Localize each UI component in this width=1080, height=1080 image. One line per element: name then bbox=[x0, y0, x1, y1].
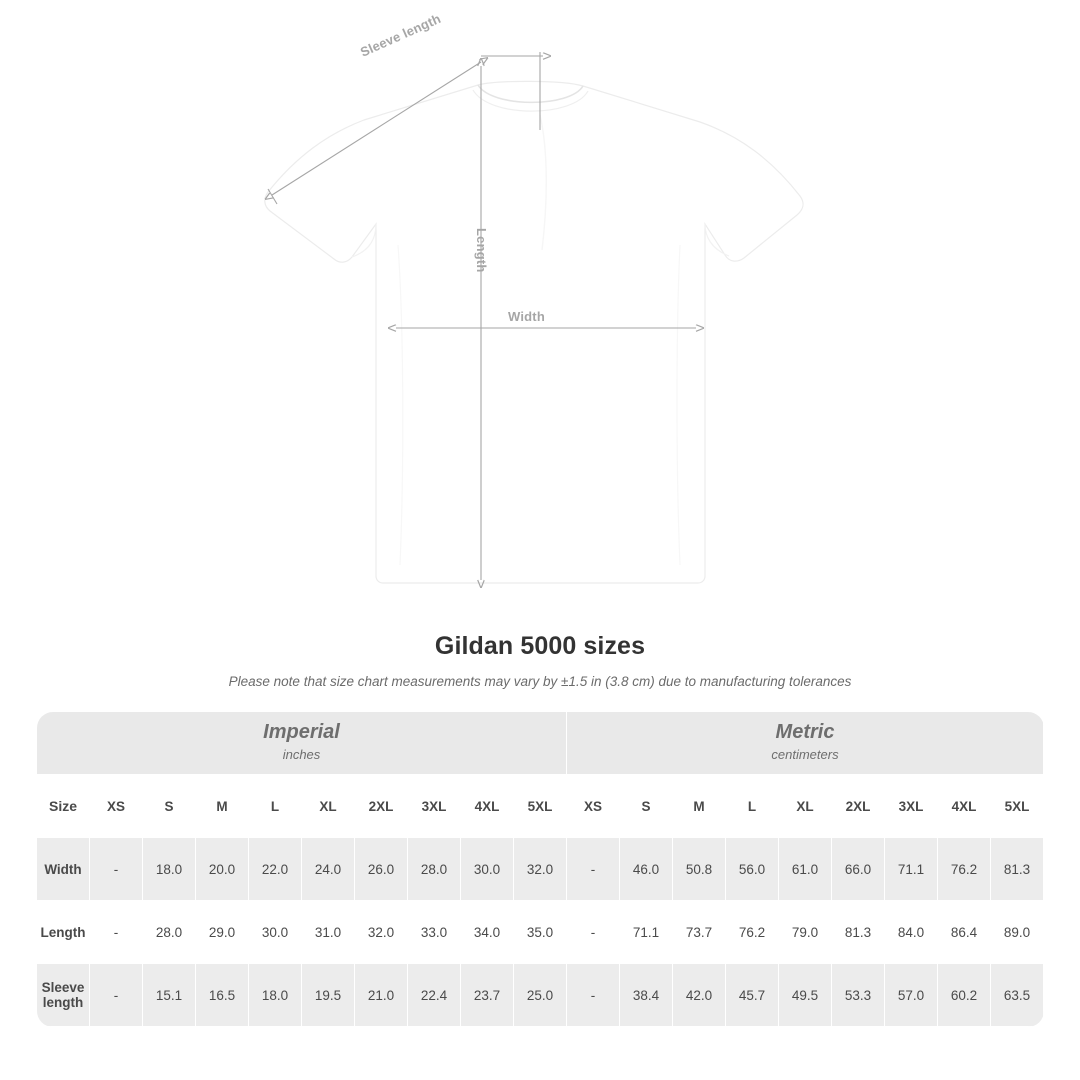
unit-metric-cell bbox=[567, 712, 1044, 775]
row-label-width: Width bbox=[37, 838, 90, 901]
table-row bbox=[37, 838, 1044, 901]
cell-sleeve-met-2: 42.0 bbox=[673, 964, 726, 1027]
cell-length-met-3: 76.2 bbox=[726, 901, 779, 964]
sleeve-length-label: Sleeve length bbox=[358, 10, 444, 60]
tshirt-shape bbox=[265, 81, 803, 583]
column-header-row bbox=[37, 775, 1044, 838]
cell-sleeve-imp-1: 15.1 bbox=[143, 964, 196, 1027]
cell-length-met-6: 84.0 bbox=[885, 901, 938, 964]
cell-length-met-1: 71.1 bbox=[620, 901, 673, 964]
header-col-4: XL bbox=[302, 775, 355, 838]
cell-width-imp-1: 18.0 bbox=[143, 838, 196, 901]
cell-length-imp-3: 30.0 bbox=[249, 901, 302, 964]
cell-sleeve-imp-7: 23.7 bbox=[461, 964, 514, 1027]
page-title: Gildan 5000 sizes bbox=[434, 632, 646, 660]
cell-width-imp-5: 26.0 bbox=[355, 838, 408, 901]
cell-width-met-7: 76.2 bbox=[938, 838, 991, 901]
cell-width-met-4: 61.0 bbox=[779, 838, 832, 901]
cell-width-imp-2: 20.0 bbox=[196, 838, 249, 901]
width-label: Width bbox=[508, 309, 545, 324]
unit-imperial-cell bbox=[37, 712, 567, 775]
cell-width-met-8: 81.3 bbox=[991, 838, 1044, 901]
cell-sleeve-met-1: 38.4 bbox=[620, 964, 673, 1027]
cell-length-imp-0: - bbox=[90, 901, 143, 964]
cell-width-imp-3: 22.0 bbox=[249, 838, 302, 901]
cell-sleeve-imp-2: 16.5 bbox=[196, 964, 249, 1027]
header-col-3: L bbox=[249, 775, 302, 838]
cell-length-met-8: 89.0 bbox=[991, 901, 1044, 964]
cell-sleeve-met-6: 57.0 bbox=[885, 964, 938, 1027]
header-col-11: M bbox=[673, 775, 726, 838]
size-table bbox=[36, 711, 1044, 1027]
cell-length-imp-6: 33.0 bbox=[408, 901, 461, 964]
header-col-2: M bbox=[196, 775, 249, 838]
header-col-6: 3XL bbox=[408, 775, 461, 838]
cell-width-imp-4: 24.0 bbox=[302, 838, 355, 901]
cell-sleeve-met-4: 49.5 bbox=[779, 964, 832, 1027]
unit-metric-name: Metric bbox=[775, 721, 835, 744]
cell-length-met-2: 73.7 bbox=[673, 901, 726, 964]
header-col-13: XL bbox=[779, 775, 832, 838]
cell-sleeve-met-7: 60.2 bbox=[938, 964, 991, 1027]
header-col-15: 3XL bbox=[885, 775, 938, 838]
cell-sleeve-met-3: 45.7 bbox=[726, 964, 779, 1027]
cell-sleeve-met-8: 63.5 bbox=[991, 964, 1044, 1027]
cell-length-imp-1: 28.0 bbox=[143, 901, 196, 964]
cell-width-imp-0: - bbox=[90, 838, 143, 901]
table-row bbox=[37, 901, 1044, 964]
cell-width-met-0: - bbox=[567, 838, 620, 901]
cell-sleeve-imp-0: - bbox=[90, 964, 143, 1027]
cell-length-imp-8: 35.0 bbox=[514, 901, 567, 964]
size-table-body bbox=[37, 712, 1044, 1027]
header-col-16: 4XL bbox=[938, 775, 991, 838]
cell-length-met-0: - bbox=[567, 901, 620, 964]
cell-sleeve-imp-6: 22.4 bbox=[408, 964, 461, 1027]
cell-sleeve-imp-5: 21.0 bbox=[355, 964, 408, 1027]
size-table-wrapper bbox=[36, 711, 1044, 1027]
unit-imperial-name: Imperial bbox=[263, 721, 340, 744]
cell-length-imp-4: 31.0 bbox=[302, 901, 355, 964]
cell-width-imp-7: 30.0 bbox=[461, 838, 514, 901]
header-col-9: XS bbox=[567, 775, 620, 838]
unit-header-row bbox=[37, 712, 1044, 775]
header-col-10: S bbox=[620, 775, 673, 838]
length-label: Length bbox=[474, 228, 489, 273]
header-size: Size bbox=[37, 775, 90, 838]
header-col-7: 4XL bbox=[461, 775, 514, 838]
row-label-length: Length bbox=[37, 901, 90, 964]
cell-width-met-6: 71.1 bbox=[885, 838, 938, 901]
cell-length-imp-2: 29.0 bbox=[196, 901, 249, 964]
header-col-8: 5XL bbox=[514, 775, 567, 838]
cell-sleeve-imp-3: 18.0 bbox=[249, 964, 302, 1027]
unit-imperial-sub: inches bbox=[282, 747, 321, 763]
cell-width-met-3: 56.0 bbox=[726, 838, 779, 901]
cell-sleeve-met-5: 53.3 bbox=[832, 964, 885, 1027]
cell-width-met-2: 50.8 bbox=[673, 838, 726, 901]
cell-width-met-5: 66.0 bbox=[832, 838, 885, 901]
cell-sleeve-imp-4: 19.5 bbox=[302, 964, 355, 1027]
header-col-0: XS bbox=[90, 775, 143, 838]
header-col-17: 5XL bbox=[991, 775, 1044, 838]
cell-length-imp-7: 34.0 bbox=[461, 901, 514, 964]
cell-width-imp-8: 32.0 bbox=[514, 838, 567, 901]
header-col-12: L bbox=[726, 775, 779, 838]
table-row bbox=[37, 964, 1044, 1027]
cell-length-met-4: 79.0 bbox=[779, 901, 832, 964]
title-block bbox=[0, 632, 1080, 689]
cell-sleeve-imp-8: 25.0 bbox=[514, 964, 567, 1027]
header-col-1: S bbox=[143, 775, 196, 838]
cell-length-met-5: 81.3 bbox=[832, 901, 885, 964]
cell-sleeve-met-0: - bbox=[567, 964, 620, 1027]
header-col-14: 2XL bbox=[832, 775, 885, 838]
cell-length-met-7: 86.4 bbox=[938, 901, 991, 964]
cell-length-imp-5: 32.0 bbox=[355, 901, 408, 964]
header-col-5: 2XL bbox=[355, 775, 408, 838]
tolerance-note: Please note that size chart measurements may vary by ±1.5 in (3.8 cm) due to manufacturing tolerances bbox=[228, 674, 852, 689]
cell-width-met-1: 46.0 bbox=[620, 838, 673, 901]
row-label-sleeve-length: Sleeve length bbox=[37, 964, 90, 1027]
cell-width-imp-6: 28.0 bbox=[408, 838, 461, 901]
unit-metric-sub: centimeters bbox=[771, 747, 839, 763]
